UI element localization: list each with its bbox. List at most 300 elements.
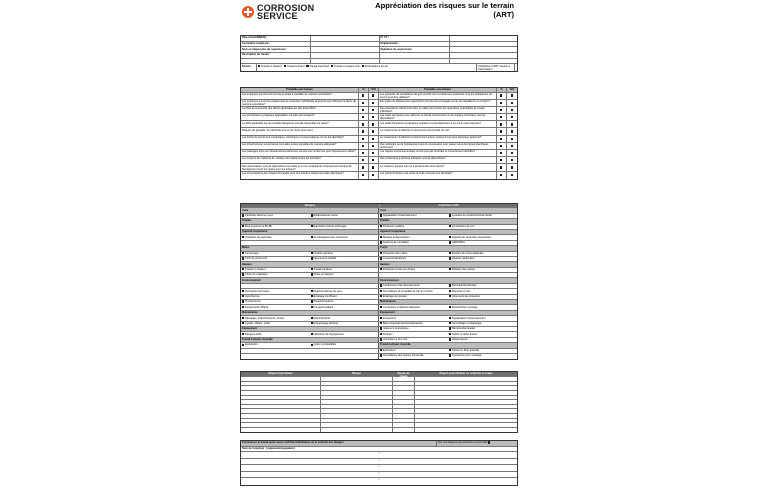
info-field-left[interactable] (311, 59, 380, 64)
answer-so-checkbox[interactable] (372, 145, 374, 147)
danger-option (241, 343, 310, 347)
answer-o-cell (497, 114, 507, 120)
answer-o-cell (497, 143, 507, 149)
control-label: Isolement énergétique (382, 327, 409, 331)
risk-input-cell[interactable] (393, 400, 415, 404)
risk-col-header: Étapes pour éliminer ou contrôler le risque (439, 372, 493, 376)
danger-option (241, 262, 310, 266)
danger-option (241, 295, 310, 299)
control-label: Barrières/barricades (451, 327, 476, 331)
control-label: Rotation des postes (451, 267, 475, 271)
danger-option (310, 225, 379, 229)
control-label: Tablier à cadre d'acier (451, 332, 478, 336)
answer-so-checkbox[interactable] (372, 123, 374, 125)
risk-input-cell[interactable] (415, 405, 517, 409)
danger-option (310, 284, 379, 288)
info-field-left[interactable] (311, 47, 380, 52)
danger-option (241, 268, 310, 272)
answer-o-checkbox[interactable] (362, 159, 364, 161)
danger-label: Direction/vitesse du vent (313, 289, 342, 293)
answer-o-checkbox[interactable] (362, 130, 364, 132)
risk-input-cell[interactable] (393, 382, 415, 386)
answer-so-checkbox[interactable] (372, 174, 374, 176)
control-cell (379, 343, 517, 347)
answer-o-cell (497, 136, 507, 142)
risk-input-cell[interactable] (393, 386, 415, 390)
answer-o-cell (497, 164, 507, 170)
closing-confirm-checkbox[interactable] (488, 441, 490, 443)
control-option (448, 235, 517, 239)
control-label: Yeux (380, 208, 387, 212)
control-option (379, 289, 448, 293)
risk-input-cell[interactable] (393, 396, 415, 400)
prelim-row (241, 164, 517, 171)
answer-so-cell (369, 164, 379, 170)
answer-so-checkbox[interactable] (511, 109, 513, 111)
answer-so-checkbox[interactable] (511, 174, 513, 176)
answer-so-cell (507, 121, 517, 127)
answer-so-checkbox[interactable] (511, 166, 513, 168)
risk-input-cell[interactable] (321, 428, 393, 433)
risk-input-cell[interactable] (241, 419, 321, 423)
danger-label: Entrée/sortie difficile (244, 305, 269, 309)
risk-input-cell[interactable] (321, 423, 393, 427)
answer-o-cell (497, 128, 507, 134)
permit-row (241, 64, 517, 71)
answer-so-checkbox[interactable] (372, 102, 374, 104)
answer-so-checkbox[interactable] (511, 138, 513, 140)
control-cell (379, 262, 517, 266)
danger-cell (241, 230, 379, 234)
danger-option (241, 338, 310, 342)
control-cell (379, 278, 517, 282)
risk-input-cell[interactable] (393, 423, 415, 427)
control-label: Protection contre les chutes (382, 267, 415, 271)
prelim-question-left: La FDS applicable sur les produits dangereux est-elle disponible sur place? (241, 121, 359, 127)
control-option (379, 354, 448, 359)
info-label-left: Nom en majuscules du superviseur : (241, 47, 311, 52)
control-option (379, 332, 448, 336)
danger-cell (241, 246, 379, 250)
answer-so-cell (507, 172, 517, 179)
prelim-row (241, 143, 517, 150)
answer-so-cell (369, 150, 379, 156)
answer-so-cell (369, 121, 379, 127)
control-option (379, 284, 448, 288)
control-cell (379, 349, 517, 353)
risk-input-cell[interactable] (393, 409, 415, 413)
risk-input-cell[interactable] (241, 391, 321, 395)
prelim-question-left: Des observateurs sont-ils disponibles pour aider le ou les conducteurs d'équipement lorsque de l'équipement lourd est requis pour les travaux? (241, 164, 359, 170)
control-cell (379, 305, 517, 309)
answer-o-checkbox[interactable] (500, 130, 502, 132)
risk-input-cell[interactable] (415, 391, 517, 395)
danger-cell (241, 208, 379, 212)
control-option (448, 338, 517, 342)
risk-input-cell[interactable] (241, 428, 321, 433)
danger-label: Hypothermie (244, 294, 260, 298)
danger-option (310, 278, 379, 282)
answer-o-checkbox[interactable] (500, 166, 502, 168)
danger-label: Contrainte thermique (244, 289, 270, 293)
control-cell (379, 273, 517, 277)
danger-label: Yeux (242, 208, 249, 212)
danger-option (310, 343, 379, 347)
danger-option (310, 230, 379, 234)
info-field-right[interactable] (450, 53, 518, 58)
control-label: Observateurs (451, 338, 468, 342)
danger-label: Entreposage déchets (313, 321, 338, 325)
answer-o-cell (359, 157, 369, 163)
info-field-right[interactable] (450, 47, 518, 52)
signature-field[interactable]: / (378, 452, 380, 456)
control-label: Lunettes de protection/écran facial (451, 214, 492, 218)
answer-o-cell (497, 150, 507, 156)
risk-input-cell[interactable] (241, 400, 321, 404)
control-label: Entretien/bon ménage (451, 305, 478, 309)
danger-label: Fluorescence (244, 300, 261, 304)
control-label: ARI/APRIA (451, 241, 465, 245)
prelim-row (241, 136, 517, 143)
permit-label: Permis : (241, 64, 257, 71)
risk-input-cell[interactable] (415, 409, 517, 413)
control-label: Coupures/abrasions (382, 257, 407, 261)
info-label-right (380, 59, 450, 64)
info-label-left: Description du travail : (241, 53, 311, 58)
prelim-question-right: Les outils appropriés pour effectuer le travail correctement et de manière sécuritaire sont-ils disponibles? (379, 114, 497, 120)
risk-input-cell[interactable] (415, 423, 517, 427)
risk-input-cell[interactable] (321, 419, 393, 423)
permit-options (257, 64, 477, 71)
answer-o-checkbox[interactable] (362, 102, 364, 104)
answer-o-checkbox[interactable] (500, 138, 502, 140)
prelim-row (241, 107, 517, 114)
prelim-question-left: Les procédures et pratiques applicables ont-elles été révisées? (241, 114, 359, 120)
employee-name-label: Nom de l'employé : (majuscules/signature) (242, 446, 295, 450)
control-label: Protection des mains (382, 251, 408, 255)
risk-input-cell[interactable] (393, 414, 415, 418)
info-label-left: Formulaire rempli par : (241, 42, 311, 47)
prelim-question-right: Des contenants à déchets adéquats sont-ils disponibles? (379, 157, 497, 163)
info-field-left[interactable] (311, 53, 380, 58)
control-option (448, 214, 517, 218)
risk-input-cell[interactable] (321, 414, 393, 418)
answer-so-checkbox[interactable] (511, 116, 513, 118)
risk-input-cell[interactable] (415, 419, 517, 423)
danger-option (241, 246, 310, 250)
answer-o-cell (497, 93, 507, 99)
answer-so-cell (369, 136, 379, 142)
logo-text-line2: SERVICE (257, 11, 298, 21)
answer-o-cell (359, 150, 369, 156)
danger-label: Position gênante (313, 251, 333, 255)
control-option (448, 349, 517, 353)
danger-option (241, 305, 310, 309)
danger-label: Exposition sonore prolongée (313, 224, 347, 228)
risk-input-cell[interactable] (321, 396, 393, 400)
control-cell (379, 230, 517, 234)
risk-input-cell[interactable] (241, 382, 321, 386)
control-option (379, 338, 448, 342)
danger-cell (241, 322, 379, 326)
control-cell (379, 327, 517, 331)
risk-input-cell[interactable] (321, 405, 393, 409)
control-label: Système de ventilation (382, 241, 410, 245)
answer-o-checkbox[interactable] (500, 159, 502, 161)
danger-option (310, 311, 379, 315)
danger-option (241, 300, 310, 304)
risk-input-cell[interactable] (393, 377, 415, 381)
document-title (336, 1, 514, 19)
verification-field[interactable] (515, 64, 517, 71)
control-label: Maintenance (380, 300, 396, 304)
info-field-left[interactable] (311, 42, 380, 47)
control-cell (379, 322, 517, 326)
danger-cell (241, 225, 379, 229)
answer-so-checkbox[interactable] (372, 109, 374, 111)
dangers-header-right: Contrôles et EPI (438, 204, 459, 208)
answer-so-checkbox[interactable] (511, 123, 513, 125)
risk-input-cell[interactable] (415, 400, 517, 404)
risk-input-cell[interactable] (241, 396, 321, 400)
danger-option (310, 219, 379, 223)
control-cell (379, 214, 517, 218)
control-label: Oreilles (380, 219, 390, 223)
answer-o-cell (497, 157, 507, 163)
control-option (379, 219, 448, 223)
risk-input-cell[interactable] (415, 414, 517, 418)
danger-option (241, 273, 310, 277)
answer-so-checkbox[interactable] (372, 138, 374, 140)
answer-o-checkbox[interactable] (362, 94, 364, 96)
col-o-label: O (497, 88, 507, 92)
answer-so-cell (507, 164, 517, 170)
answer-so-checkbox[interactable] (372, 130, 374, 132)
answer-so-cell (369, 157, 379, 163)
control-label: Masque antipoussières (382, 235, 410, 239)
answer-so-cell (369, 128, 379, 134)
answer-o-cell (359, 164, 369, 170)
answer-o-checkbox[interactable] (362, 116, 364, 118)
risk-input-cell[interactable] (241, 409, 321, 413)
danger-cell (241, 262, 379, 266)
answer-o-checkbox[interactable] (500, 123, 502, 125)
answer-o-checkbox[interactable] (500, 145, 502, 147)
signature-field[interactable]: / (378, 471, 380, 475)
answer-so-checkbox[interactable] (511, 152, 513, 154)
control-option (379, 268, 448, 272)
control-cell (379, 257, 517, 261)
answer-so-checkbox[interactable] (372, 159, 374, 161)
danger-label: Chute de matériaux (244, 273, 268, 277)
answer-o-checkbox[interactable] (500, 152, 502, 154)
signature-field[interactable]: / (378, 465, 380, 469)
permit-option-label: Travail à chaud (286, 64, 305, 68)
control-cell (379, 252, 517, 256)
answer-o-checkbox[interactable] (362, 109, 364, 111)
answer-o-checkbox[interactable] (500, 116, 502, 118)
signature-field[interactable]: / (378, 478, 380, 482)
risk-input-cell[interactable] (321, 382, 393, 386)
preliminary-checks-table (240, 87, 518, 180)
col-so-label: S/O (509, 88, 515, 92)
answer-o-checkbox[interactable] (362, 145, 364, 147)
danger-label: Utilisation de l'équipement (313, 332, 344, 336)
answer-so-checkbox[interactable] (372, 94, 374, 96)
info-field-left[interactable] (311, 36, 380, 41)
answer-o-cell (359, 121, 369, 127)
danger-option (241, 354, 310, 359)
risk-input-cell[interactable] (393, 391, 415, 395)
danger-option (241, 219, 310, 223)
risk-input-cell[interactable] (241, 414, 321, 418)
answer-so-cell (369, 100, 379, 106)
control-cell (379, 268, 517, 272)
answer-so-checkbox[interactable] (372, 152, 374, 154)
risk-input-cell[interactable] (321, 377, 393, 381)
control-label: Signalisation d'avertissement (451, 316, 486, 320)
document-title-line2: (ART) (493, 10, 514, 19)
danger-label: Inhalation de particules (244, 235, 272, 239)
danger-option (310, 338, 379, 342)
answer-so-cell (507, 100, 517, 106)
risk-input-cell[interactable] (415, 377, 517, 381)
control-option (379, 235, 448, 239)
answer-o-checkbox[interactable] (500, 94, 502, 96)
control-option (448, 268, 517, 272)
answer-o-checkbox[interactable] (362, 174, 364, 176)
answer-o-checkbox[interactable] (500, 174, 502, 176)
control-option (448, 343, 517, 347)
answer-so-checkbox[interactable] (511, 159, 513, 161)
risk-input-cell[interactable] (321, 409, 393, 413)
risk-input-cell[interactable] (241, 423, 321, 427)
answer-so-cell (507, 93, 517, 99)
prelim-row (241, 157, 517, 164)
control-option (448, 278, 517, 282)
danger-cell (241, 327, 379, 331)
danger-option (310, 349, 379, 353)
document-title-line1: Appréciation des risques sur le terrain (375, 1, 514, 10)
control-option (379, 322, 448, 326)
danger-option (310, 268, 379, 272)
answer-o-checkbox[interactable] (500, 102, 502, 104)
answer-so-checkbox[interactable] (511, 102, 513, 104)
danger-option (310, 262, 379, 266)
risk-input-cell[interactable] (415, 428, 517, 433)
control-option (379, 230, 448, 234)
danger-cell (241, 354, 379, 359)
answer-o-cell (359, 93, 369, 99)
answer-so-cell (369, 107, 379, 113)
control-cell (379, 246, 517, 250)
answer-so-checkbox[interactable] (511, 94, 513, 96)
danger-cell (241, 235, 379, 239)
danger-option (241, 235, 310, 239)
danger-cell (241, 273, 379, 277)
answer-o-checkbox[interactable] (362, 138, 364, 140)
risk-input-cell[interactable] (321, 400, 393, 404)
danger-option (241, 322, 310, 326)
control-label: Hauteur (380, 262, 390, 266)
prelim-question-right: Des véhicules ou de l'équipement sont-ils nécessaires pour passer sous des lignes électriques aériennes? (379, 143, 497, 149)
risk-input-cell[interactable] (393, 428, 415, 433)
risk-input-cell[interactable] (393, 405, 415, 409)
answer-o-cell (359, 107, 369, 113)
prelim-row (241, 172, 517, 179)
danger-option (310, 332, 379, 336)
answer-o-checkbox[interactable] (362, 123, 364, 125)
prelim-question-left: Les points de pincement mécaniques, électriques ou pneumatiques ont-ils été identifiés? (241, 136, 359, 142)
risk-input-cell[interactable] (241, 405, 321, 409)
danger-cell (241, 338, 379, 342)
danger-option (310, 300, 379, 304)
permit-checkbox[interactable] (284, 65, 286, 67)
answer-so-checkbox[interactable] (511, 130, 513, 132)
risk-input-cell[interactable] (241, 386, 321, 390)
control-cell (379, 354, 517, 359)
permit-checkbox[interactable] (362, 65, 364, 67)
prelim-question-left: Les conversations des risques d'incendie pour tout travail à chaud sont-elles effectuées? (241, 172, 359, 179)
permit-option-label: Travail en espace clos (334, 64, 360, 68)
answer-o-checkbox[interactable] (362, 166, 364, 168)
info-label-right: Emplacement : (380, 42, 450, 47)
answer-o-checkbox[interactable] (362, 152, 364, 154)
control-option (379, 208, 448, 212)
danger-label: Glissades, trébuchements, chutes (244, 316, 285, 320)
info-field-right[interactable] (450, 59, 518, 64)
control-label: Manches à vent (451, 289, 471, 293)
risk-col-header: Étapes importantes (241, 372, 321, 376)
danger-option (310, 316, 379, 320)
permit-option-label: Travail en hauteur (260, 64, 282, 68)
prelim-question-left: Risques de glissade, de trébuchement ou de chute observés? (241, 128, 359, 134)
answer-so-cell (507, 107, 517, 113)
risk-input-cell[interactable] (415, 382, 517, 386)
risk-input-cell[interactable] (415, 396, 517, 400)
danger-option (310, 246, 379, 250)
risk-input-cell[interactable] (415, 386, 517, 390)
risk-input-cell[interactable] (321, 386, 393, 390)
danger-option (310, 235, 379, 239)
control-label: Couverture pour soudage (451, 354, 482, 358)
answer-so-checkbox[interactable] (372, 166, 374, 168)
risk-input-cell[interactable] (393, 419, 415, 423)
risk-input-cell[interactable] (321, 391, 393, 395)
control-label: Cartes en fibre aramide (451, 348, 480, 352)
info-field-right[interactable] (450, 42, 518, 47)
control-cell (379, 219, 517, 223)
danger-label: Dangers actifs (244, 332, 262, 336)
dangers-row (241, 354, 517, 359)
risk-row (241, 428, 517, 433)
info-field-right[interactable] (450, 36, 518, 41)
answer-so-cell (507, 150, 517, 156)
danger-cell (241, 300, 379, 304)
answer-so-checkbox[interactable] (372, 116, 374, 118)
danger-option (241, 332, 310, 336)
answer-so-checkbox[interactable] (511, 145, 513, 147)
control-label: Vêtements de protection (451, 294, 481, 298)
control-option (379, 327, 448, 331)
control-label: Surveillance de la qualité de l'air en continu (382, 289, 433, 293)
answer-o-checkbox[interactable] (500, 109, 502, 111)
answer-o-cell (359, 172, 369, 179)
danger-cell (241, 332, 379, 336)
company-logo (242, 0, 314, 24)
risk-input-cell[interactable] (241, 377, 321, 381)
signature-field[interactable]: / (378, 458, 380, 462)
